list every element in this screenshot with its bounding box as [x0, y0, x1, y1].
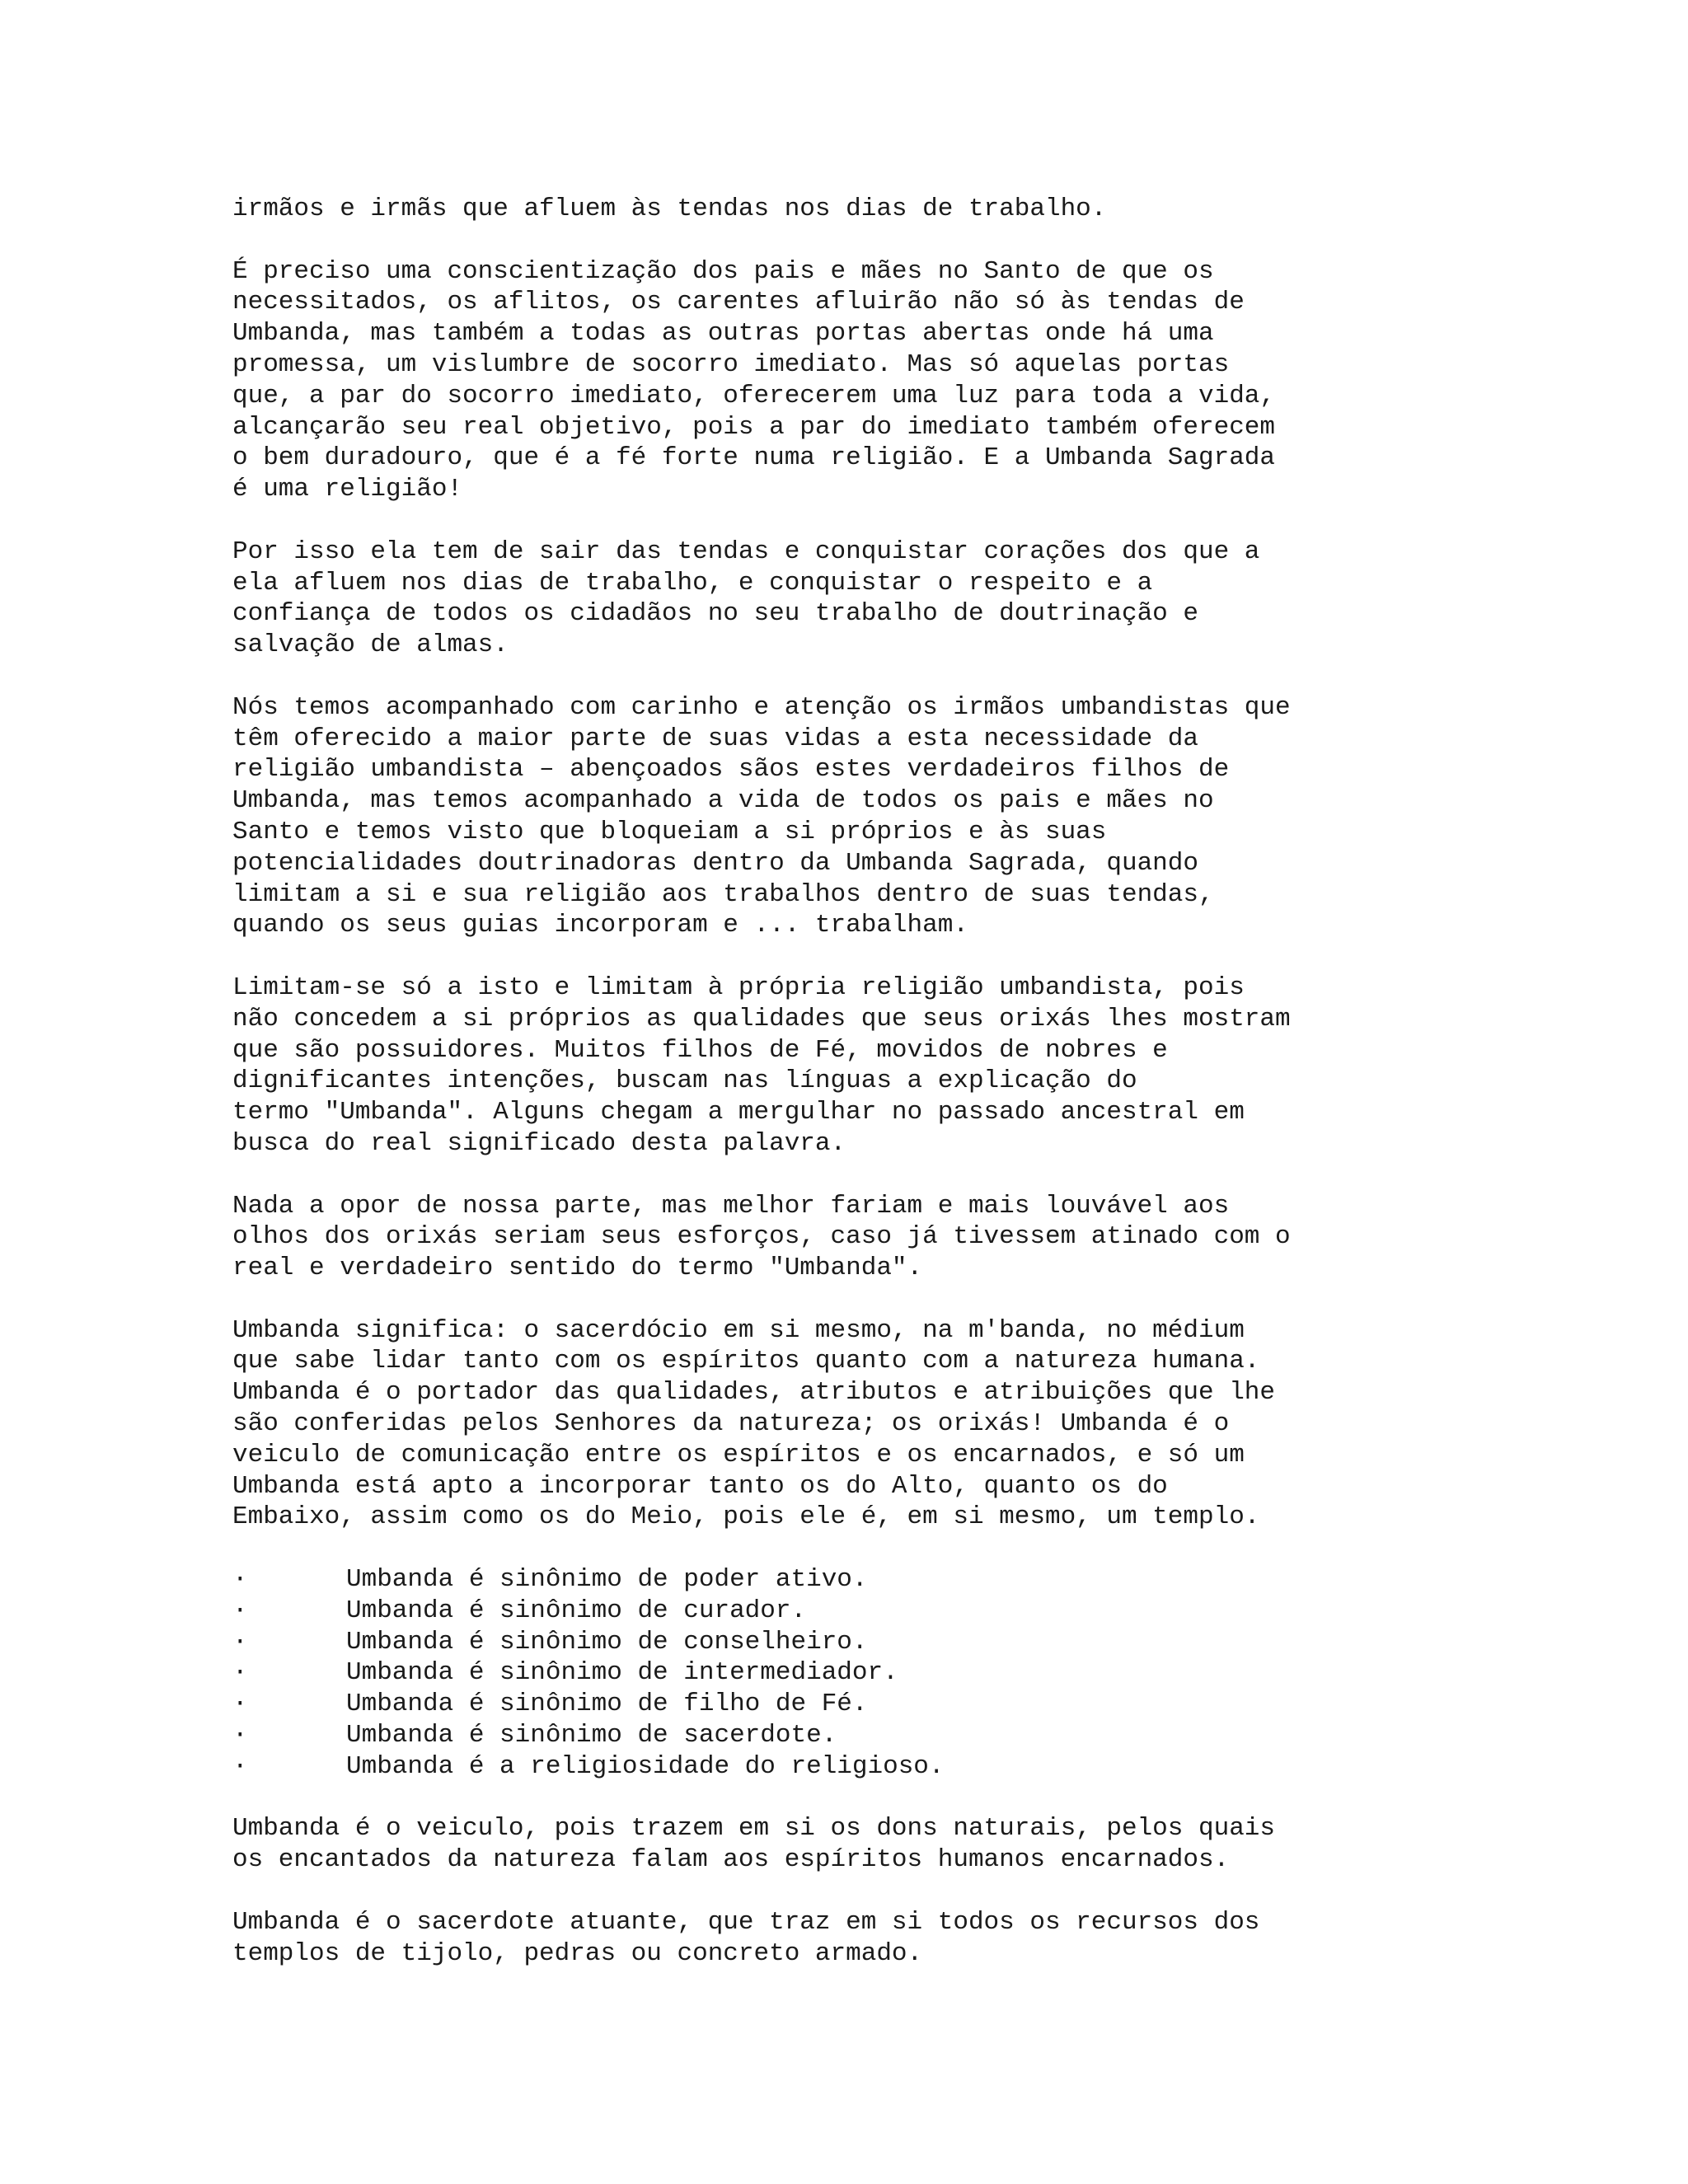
text-line: real e verdadeiro sentido do termo "Umbanda".: [232, 1254, 923, 1283]
bullet-icon: ·: [232, 1690, 248, 1719]
text-line: Umbanda é o portador das qualidades, atributos e atribuições que lhe: [232, 1378, 1276, 1408]
text-line: Umbanda significa: o sacerdócio em si mesmo, na m'banda, no médium: [232, 1315, 1245, 1345]
text-line: Umbanda está apto a incorporar tanto os do Alto, quanto os do: [232, 1471, 1168, 1501]
list-item-text: Umbanda é sinônimo de filho de Fé.: [346, 1690, 868, 1719]
text-line: Nós temos acompanhado com carinho e atenção os irmãos umbandistas que: [232, 692, 1291, 722]
text-line: limitam a si e sua religião aos trabalhos dentro de suas tendas,: [232, 879, 1214, 909]
text-line: promessa, um vislumbre de socorro imediato. Mas só aquelas portas: [232, 349, 1230, 379]
text-line: religião umbandista – abençoados sãos estes verdadeiros filhos de: [232, 755, 1230, 785]
text-line: Nada a opor de nossa parte, mas melhor fariam e mais louvável aos: [232, 1191, 1230, 1221]
list-item: [232, 1720, 1469, 1751]
bullet-icon: ·: [232, 1596, 248, 1625]
text-line: salvação de almas.: [232, 630, 509, 660]
list-item-text: Umbanda é sinônimo de conselheiro.: [346, 1627, 868, 1657]
text-line: ela afluem nos dias de trabalho, e conquistar o respeito e a: [232, 568, 1153, 598]
text-line: Umbanda, mas também a todas as outras portas abertas onde há uma: [232, 319, 1214, 349]
text-line: os encantados da natureza falam aos espíritos humanos encarnados.: [232, 1845, 1230, 1875]
paragraph: [232, 537, 1469, 661]
text-line: Por isso ela tem de sair das tendas e conquistar corações dos que a: [232, 537, 1260, 566]
paragraph: [232, 1315, 1469, 1534]
list-item: [232, 1689, 1469, 1720]
text-line: Embaixo, assim como os do Meio, pois ele é, em si mesmo, um templo.: [232, 1502, 1260, 1532]
text-line: que são possuidores. Muitos filhos de Fé, movidos de nobres e: [232, 1035, 1168, 1065]
list-item-text: Umbanda é sinônimo de curador.: [346, 1596, 807, 1625]
list-item: [232, 1657, 1469, 1689]
text-line: têm oferecido a maior parte de suas vidas a esta necessidade da: [232, 724, 1198, 753]
text-line: veiculo de comunicação entre os espíritos e os encarnados, e só um: [232, 1440, 1245, 1469]
list-item-text: Umbanda é sinônimo de intermediador.: [346, 1658, 898, 1688]
document-body: [232, 194, 1469, 2000]
paragraph: [232, 256, 1469, 505]
list-item: [232, 1627, 1469, 1658]
text-line: o bem duradouro, que é a fé forte numa religião. E a Umbanda Sagrada: [232, 443, 1276, 473]
text-line: Umbanda é o veiculo, pois trazem em si os dons naturais, pelos quais: [232, 1814, 1276, 1844]
list-item-text: Umbanda é sinônimo de sacerdote.: [346, 1721, 837, 1750]
bullet-icon: ·: [232, 1565, 248, 1595]
paragraph: [232, 972, 1469, 1160]
paragraph: [232, 194, 1469, 225]
list-item: [232, 1564, 1469, 1596]
text-line: Umbanda, mas temos acompanhado a vida de todos os pais e mães no: [232, 786, 1214, 816]
text-line: templos de tijolo, pedras ou concreto armado.: [232, 1938, 923, 1968]
text-line: É preciso uma conscientização dos pais e mães no Santo de que os: [232, 256, 1214, 286]
paragraph: [232, 692, 1469, 941]
list-item-text: Umbanda é a religiosidade do religioso.: [346, 1751, 945, 1781]
text-line: que, a par do socorro imediato, oferecerem uma luz para toda a vida,: [232, 381, 1276, 410]
text-line: Limitam-se só a isto e limitam à própria religião umbandista, pois: [232, 972, 1245, 1002]
paragraph: [232, 1907, 1469, 1970]
text-line: potencialidades doutrinadoras dentro da Umbanda Sagrada, quando: [232, 848, 1198, 878]
text-line: não concedem a si próprios as qualidades que seus orixás lhes mostram: [232, 1004, 1291, 1033]
paragraph: [232, 1191, 1469, 1284]
text-line: alcançarão seu real objetivo, pois a par do imediato também oferecem: [232, 412, 1276, 442]
text-line: Umbanda é o sacerdote atuante, que traz em si todos os recursos dos: [232, 1907, 1260, 1937]
text-line: Santo e temos visto que bloqueiam a si próprios e às suas: [232, 817, 1107, 846]
list-item: [232, 1596, 1469, 1627]
text-line: quando os seus guias incorporam e ... trabalham.: [232, 911, 968, 940]
list-item: [232, 1751, 1469, 1783]
text-line: irmãos e irmãs que afluem às tendas nos dias de trabalho.: [232, 194, 1107, 223]
bullet-icon: ·: [232, 1751, 248, 1781]
list-item-text: Umbanda é sinônimo de poder ativo.: [346, 1565, 868, 1595]
bullet-icon: ·: [232, 1658, 248, 1688]
text-line: é uma religião!: [232, 475, 463, 504]
text-line: necessitados, os aflitos, os carentes afluirão não só às tendas de: [232, 288, 1245, 317]
text-line: confiança de todos os cidadãos no seu trabalho de doutrinação e: [232, 599, 1198, 629]
text-line: que sabe lidar tanto com os espíritos quanto com a natureza humana.: [232, 1347, 1260, 1376]
text-line: são conferidas pelos Senhores da natureza; os orixás! Umbanda é o: [232, 1409, 1230, 1439]
text-line: busca do real significado desta palavra.: [232, 1128, 846, 1158]
paragraph: [232, 1813, 1469, 1876]
text-line: termo "Umbanda". Alguns chegam a mergulhar no passado ancestral em: [232, 1098, 1245, 1127]
text-line: olhos dos orixás seriam seus esforços, caso já tivessem atinado com o: [232, 1222, 1291, 1252]
bullet-list: [232, 1564, 1469, 1783]
bullet-icon: ·: [232, 1721, 248, 1750]
text-line: dignificantes intenções, buscam nas línguas a explicação do: [232, 1066, 1137, 1096]
bullet-icon: ·: [232, 1627, 248, 1657]
